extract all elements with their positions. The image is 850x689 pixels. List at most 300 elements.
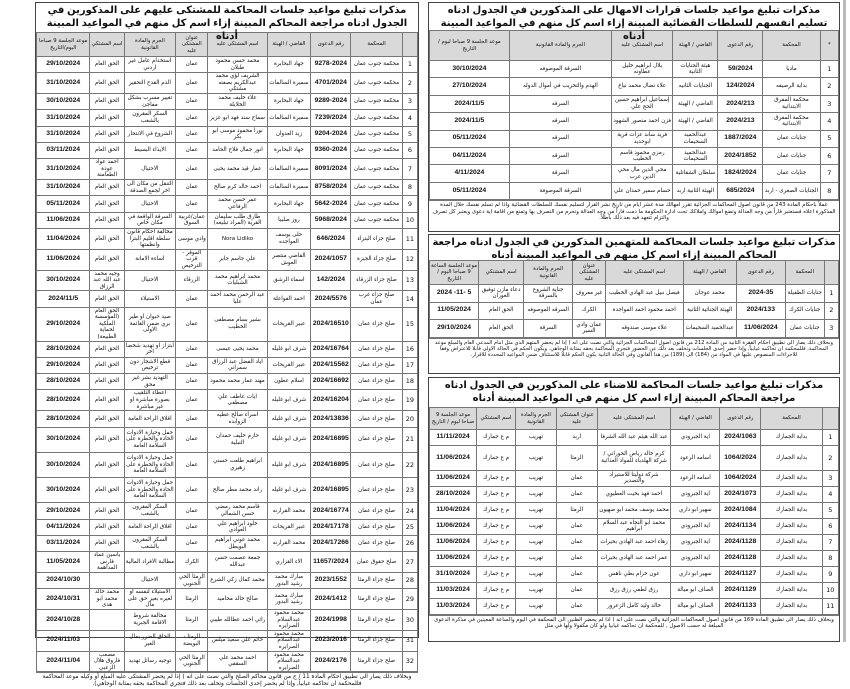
cell-index: 2 xyxy=(822,446,838,471)
table-row xyxy=(430,95,839,112)
cell-complainant: الحق العام xyxy=(90,196,124,212)
table-row xyxy=(430,113,839,130)
cell-defendant: علاء خليف محمد الخلايلة xyxy=(208,94,267,110)
cell-defendant: رزق لطفي رزق رزق xyxy=(597,582,671,598)
cell-defendant: جمعة عصمت حسن عبدالله xyxy=(208,552,267,573)
cell-complainant: الحق العام xyxy=(90,374,124,390)
cell-hearing-date: 11/06/2024 xyxy=(37,249,90,270)
cell-defendant-address: عمان xyxy=(556,598,597,614)
cell-hearing-date: 4/11/2024 xyxy=(430,165,510,182)
cell-court: صلح جزاء الجيزة xyxy=(351,249,402,270)
cell-defendant-address: الكرك xyxy=(573,302,606,320)
cell-court: صلح جزاء الرمثا xyxy=(351,589,402,610)
cell-hearing-date: 29/10/2024 xyxy=(37,503,90,519)
cell-court: الجنايات الصغرى - اربد xyxy=(763,182,820,199)
table-row xyxy=(37,411,418,427)
column-header-complainant: اسم المشتكي xyxy=(90,33,124,57)
cell-case-number: 1064/2024 xyxy=(720,470,761,486)
cell-hearing-date: 30/10/2024 xyxy=(37,427,90,452)
cell-case-number: 8758/2024 xyxy=(311,180,351,196)
cell-court: بداية الجمارك xyxy=(761,502,822,518)
cell-judge: جهاد البحابرة xyxy=(267,196,311,212)
table-row xyxy=(37,374,418,390)
cell-complainant: مصعب فاروق هلال الزعبي xyxy=(90,651,124,672)
column-header-defendant: اسم المشتكى عليه xyxy=(612,31,673,61)
cell-defendant: احمد خالد كرم صالح xyxy=(208,180,267,196)
column-header-complainant: اسم المشتكي xyxy=(477,408,516,430)
cell-index: 28 xyxy=(402,572,417,588)
cell-case-number: 2024/1063 xyxy=(720,430,761,446)
cell-index: 7 xyxy=(820,165,838,182)
cell-index: 20 xyxy=(402,411,417,427)
cell-hearing-date: 29/10/2024 xyxy=(430,320,479,338)
cell-case-number: 2024/16764 xyxy=(311,341,351,357)
cell-defendant: ايات عاطف علي مصطفى xyxy=(208,390,267,411)
cell-hearing-date: 30/10/2024 xyxy=(37,270,90,291)
cell-judge: جهاد البحابرة xyxy=(267,57,311,73)
cell-charge: توجيه رسائل تهديد xyxy=(124,651,175,672)
cell-defendant-address: عمان xyxy=(176,357,208,373)
cell-charge: استخدام عامل غير اردني xyxy=(124,57,175,73)
column-header-defendant: اسم المشتكى عليه xyxy=(208,33,267,57)
cell-defendant: علاء نضال محمد نياغ xyxy=(612,78,673,95)
table-row xyxy=(430,518,839,534)
cell-index: 3 xyxy=(820,95,838,112)
cell-defendant: كرم خالد رياض الحوراني /شركة الهلدباء للمواد الغذائية xyxy=(597,446,671,471)
cell-case-number: 124/2024 xyxy=(718,78,763,95)
cell-hearing-date: 11/06/2024 xyxy=(430,470,477,486)
cell-case-number: 2024/16895 xyxy=(311,452,351,477)
cell-judge: الصاف ابو ميالة xyxy=(671,598,720,614)
cell-judge: اسلام عطون xyxy=(267,374,311,390)
cell-index: 7 xyxy=(822,534,838,550)
cell-case-number: 1887/2024 xyxy=(718,130,763,147)
cell-case-number: 4701/2024 xyxy=(311,73,351,94)
cell-defendant-address: الرمثا xyxy=(556,502,597,518)
cell-charge: الايذاء البسيط xyxy=(124,142,175,158)
cell-charge: السكر المقرون بالشغب xyxy=(124,535,175,551)
table-row xyxy=(37,427,418,452)
cell-court: صلح جزاء الرمثا xyxy=(351,630,402,651)
cell-hearing-date: 03/11/2024 xyxy=(37,535,90,551)
cell-hearing-date: 11/04/2024 xyxy=(430,502,477,518)
cell-defendant-address: عمان xyxy=(176,519,208,535)
column-header-court: المحكمة xyxy=(351,33,402,57)
cell-charge: الاستيلاء xyxy=(124,291,175,307)
cell-case-number: 142/2024 xyxy=(311,270,351,291)
cell-complainant: م ع جمارك xyxy=(477,486,516,502)
column-header-judge: القاضي / الهيئة xyxy=(673,31,718,61)
cell-hearing-date: 31/10/2024 xyxy=(37,126,90,142)
cell-court: صلح جزاء عمان xyxy=(351,503,402,519)
cell-hearing-date: 05/11/2024 xyxy=(430,130,510,147)
page-edge-divider xyxy=(843,0,846,642)
cell-judge: زيد العدوان xyxy=(267,126,311,142)
cell-judge: القاضي منتصر العوش xyxy=(267,249,311,270)
cell-charge: الاحتيال xyxy=(124,196,175,212)
cell-defendant-address: عمان xyxy=(556,486,597,502)
cell-court: بداية الجمارك xyxy=(761,534,822,550)
cell-index: 11 xyxy=(822,598,838,614)
cell-hearing-date: 11/03/2024 xyxy=(430,582,477,598)
cell-court: بداية الجمارك xyxy=(761,430,822,446)
cell-judge: شرف ابو غليله xyxy=(267,427,311,452)
cell-index: 23 xyxy=(402,478,417,503)
cell-charge: مطالبة الافراد المالية xyxy=(124,552,175,573)
cell-judge: مبارك محمد رشيد البدور xyxy=(267,572,311,588)
table-row xyxy=(430,550,839,566)
cell-charge: حمل وحيازة الادوات الحادة والخطرة على السلامة العامة xyxy=(124,478,175,503)
cell-index: 12 xyxy=(402,249,417,270)
cell-court: جنايات الطفيلة xyxy=(785,285,824,303)
cell-defendant-address: الرمثا الحي الجنوبي xyxy=(176,572,208,588)
cell-judge: اية الجبرودي xyxy=(671,486,720,502)
cell-case-number: 2024/1128 xyxy=(720,534,761,550)
cell-case-number: 2023/1552 xyxy=(311,572,351,588)
cell-charge: الاحتيال xyxy=(124,159,175,180)
cell-case-number: 2024/1412 xyxy=(311,589,351,610)
cell-judge: اية الجبرودي xyxy=(671,430,720,446)
cell-hearing-date: 28/10/2024 xyxy=(430,486,477,502)
table-row xyxy=(37,196,418,212)
column-header-index: * xyxy=(820,31,838,61)
cell-complainant: م ع جمارك xyxy=(477,502,516,518)
cell-defendant-address: الرمثا xyxy=(176,589,208,610)
cell-index: 13 xyxy=(402,270,417,291)
cell-hearing-date: 05/11/2024 xyxy=(430,182,510,199)
cell-court: جنايات عمان xyxy=(763,165,820,182)
cell-index: 10 xyxy=(822,582,838,598)
cell-defendant-address: الرمثا xyxy=(556,446,597,471)
cell-hearing-date: 04/11/2024 xyxy=(430,147,510,164)
cell-case-number: 1064/2024 xyxy=(720,446,761,471)
cell-hearing-date: 11/06/2024 xyxy=(430,534,477,550)
cell-defendant-address: عمان xyxy=(176,196,208,212)
cell-index: 25 xyxy=(402,519,417,535)
cell-court: صلح جزاء عمان xyxy=(351,478,402,503)
cell-case-number: 2024/213 xyxy=(718,113,763,130)
cell-complainant: م ع جمارك xyxy=(477,566,516,582)
table-row xyxy=(37,94,418,110)
cell-complainant: الحق العام xyxy=(90,126,124,142)
cell-court: بداية الجمارك xyxy=(761,518,822,534)
cell-index: 8 xyxy=(822,550,838,566)
cell-hearing-date: 11/05/2024 xyxy=(37,552,90,573)
cell-defendant-address: عمان xyxy=(176,180,208,196)
table-row xyxy=(37,572,418,588)
cell-defendant-address: الرمثا الحي الجنوبي xyxy=(176,651,208,672)
cell-judge: محمد محمود عبدالسلام الصرايره xyxy=(267,630,311,651)
cell-defendant-address: عمان xyxy=(556,550,597,566)
column-header-complainant: اسم المشتكي xyxy=(479,261,524,285)
cell-defendant: عمر حسن محمد الرفاعي xyxy=(208,196,267,212)
cell-defendant: محمد يحيى عيسى xyxy=(208,341,267,357)
cell-defendant-address: عمان xyxy=(176,452,208,477)
cell-charge: السكر المقرون بالشغب xyxy=(124,110,175,126)
cell-court: بداية الجمارك xyxy=(761,446,822,471)
cell-index: 4 xyxy=(820,113,838,130)
table-row xyxy=(430,598,839,614)
cell-charge: تهريب xyxy=(515,534,556,550)
column-header-court: المحكمة xyxy=(785,261,824,285)
cell-defendant-address: عمان xyxy=(176,159,208,180)
column-header-charge: الجرم والمادة القانونية xyxy=(124,33,175,57)
cell-complainant: الحق العام xyxy=(90,390,124,411)
cell-defendant: بلال ابراهيم خليل عطاونه xyxy=(612,61,673,78)
column-header-case-number: رقم الدعوى xyxy=(718,31,763,61)
cell-court: محكمة جنوب عمان xyxy=(351,126,402,142)
cell-defendant-address: اربد xyxy=(556,430,597,446)
cell-complainant: الحق العام xyxy=(90,291,124,307)
column-header-hearing-date: موعد الجلسة 9 صباحا ليوم / التاريخ xyxy=(430,408,477,430)
cell-defendant-address: عمان xyxy=(176,535,208,551)
cell-defendant: سماح سند فهد ابو عزيز xyxy=(208,110,267,126)
cell-index: 1 xyxy=(402,57,417,73)
cell-defendant-address: عمان xyxy=(556,470,597,486)
cell-complainant: دعاء مازن توفيق العوران xyxy=(479,285,524,303)
cell-defendant-address: عمان xyxy=(176,503,208,519)
cell-index: 9 xyxy=(402,196,417,212)
cell-charge: السرقة الموصوفة xyxy=(509,182,611,199)
cell-judge: الصاف ابو ميالة xyxy=(671,582,720,598)
cell-index: 8 xyxy=(402,180,417,196)
right-top-title: مذكرات تبليغ مواعيد جلسات قرارات الامهال على المذكورين في الجدول ادناه تسليم انفسهم للسلطات القضائية المبينة إزاء اسم كل منهم في المواعيد المبينة أدناه xyxy=(440,5,828,42)
cell-hearing-date: 2024/10/28 xyxy=(37,610,90,631)
cell-court: بداية الجمارك xyxy=(761,582,822,598)
cell-charge: صيد حيوان او طير بري ضمن القائمة الاولى xyxy=(124,307,175,341)
cell-charge: اقلاق الراحة العامة xyxy=(124,411,175,427)
cell-defendant: الشريف لؤي محمد عبدالكريم بصفته مشتكي xyxy=(208,73,267,94)
cell-case-number: 2024-35 xyxy=(736,285,785,303)
cell-defendant: قاسم محمد رمضي حسن الشمالي xyxy=(208,503,267,519)
cell-court: محكمة جنوب عمان xyxy=(351,94,402,110)
cell-judge: الاء القزاري xyxy=(267,552,311,573)
cell-defendant: فيصل نبيل عبد الهادي الخطيب xyxy=(605,285,683,303)
cell-defendant: بشير بسام مصطفى الخطيب xyxy=(208,307,267,341)
table-row xyxy=(37,589,418,610)
cell-judge: اسامه الرعود xyxy=(671,470,720,486)
cell-hearing-date: 11/06/2024 xyxy=(430,446,477,471)
cell-case-number: 11/06/2024 xyxy=(736,320,785,338)
cell-defendant: مهند عمار محمد محمود xyxy=(208,374,267,390)
column-header-defendant: اسم المشتكى عليه xyxy=(597,408,671,430)
cell-complainant: الحق العام xyxy=(90,519,124,535)
cell-hearing-date: 11/06/2024 xyxy=(430,518,477,534)
cell-defendant: احمد محمد علي السقفي xyxy=(208,651,267,672)
cell-hearing-date: 31/10/2024 xyxy=(430,566,477,582)
cell-charge: السرقة xyxy=(509,165,611,182)
cell-case-number: 2024/1057 xyxy=(311,249,351,270)
cell-case-number: 2024/1998 xyxy=(311,610,351,631)
cell-case-number: 2024/1133 xyxy=(720,598,761,614)
cell-judge: محمد عوجان xyxy=(683,285,736,303)
cell-complainant: محمد خالد محمد ابو هدى xyxy=(90,589,124,610)
table-row xyxy=(430,302,839,320)
cell-index: 9 xyxy=(822,566,838,582)
table-row xyxy=(430,470,839,486)
cell-case-number: 2024/16692 xyxy=(311,374,351,390)
cell-charge: الهدم والتخريب في أموال الدوله xyxy=(509,78,611,95)
cell-defendant-address: عمان xyxy=(176,94,208,110)
cell-judge: عبير القريحات xyxy=(267,307,311,341)
cell-index: 14 xyxy=(402,291,417,307)
cell-defendant: زهاء احمد عبد الهادي بحيرات xyxy=(597,534,671,550)
cell-judge: الهيئة الجنائية الثانية xyxy=(683,302,736,320)
table-row xyxy=(37,73,418,94)
cell-charge: السرقة الواقعة في مكان خاص xyxy=(124,212,175,228)
cell-hearing-date: 2024/11/03 xyxy=(37,630,90,651)
cell-defendant: محي الدين مال محي الدين عرب xyxy=(612,165,673,182)
cell-judge: عبدالحميد السحيمات xyxy=(683,320,736,338)
cell-charge: تهريب xyxy=(515,446,556,471)
table-row xyxy=(37,249,418,270)
cell-defendant: محمد حسن محمود طبلان xyxy=(208,57,267,73)
cell-defendant: خلود ابراهيم علي العوادي xyxy=(208,519,267,535)
cell-charge: الحاق الضرر بمال الغير xyxy=(124,630,175,651)
cell-hearing-date: 28/10/2024 xyxy=(37,374,90,390)
cell-case-number: 2024/16510 xyxy=(311,307,351,341)
cell-complainant: الحق العام (المؤسسة الملكية لحماية الطبيعة) xyxy=(90,307,124,341)
table-row xyxy=(37,503,418,519)
cell-court: بداية الجمارك xyxy=(761,470,822,486)
table-row xyxy=(37,126,418,142)
cell-hearing-date: 11/04/2024 xyxy=(37,228,90,249)
cell-defendant: عمار قيد محمد يحيى xyxy=(208,159,267,180)
cell-court: بداية الجمارك xyxy=(761,566,822,582)
cell-defendant: ابراهيم طلعت حسني زهيري xyxy=(208,452,267,477)
cell-judge: اية الجبرودي xyxy=(671,534,720,550)
cell-defendant: محمد ابو النجاه عبد السلام ابراهيم xyxy=(597,518,671,534)
cell-defendant: محمد عوني ابراهيم البويطل xyxy=(208,535,267,551)
cell-charge: التهديد بشر غير محق xyxy=(124,374,175,390)
table-row xyxy=(37,478,418,503)
cell-hearing-date: 27/10/2024 xyxy=(430,78,510,95)
cell-charge: تهريب xyxy=(515,502,556,518)
cell-defendant: عون خزام بطي ناهس xyxy=(597,566,671,582)
cell-defendant-address: عمان xyxy=(176,73,208,94)
cell-complainant: الحق العام xyxy=(90,478,124,503)
cell-index: 32 xyxy=(402,651,417,672)
cell-defendant-address: عمان xyxy=(556,582,597,598)
cell-court: محكمة جنوب عمان xyxy=(351,142,402,158)
cell-court: صلح جزاء عمان xyxy=(351,341,402,357)
cell-index: 2 xyxy=(402,73,417,94)
cell-defendant-address: عمان xyxy=(176,374,208,390)
table-row xyxy=(430,502,839,518)
cell-defendant-address: عمان xyxy=(176,390,208,411)
table-header-row xyxy=(430,408,839,430)
cell-defendant-address: عمان xyxy=(176,110,208,126)
table-row xyxy=(430,182,839,199)
cell-case-number: 2024/1134 xyxy=(720,518,761,534)
right-top-notice-panel xyxy=(428,2,840,232)
column-header-judge: القاضي / الهيئة xyxy=(267,33,311,57)
table-row xyxy=(37,212,418,228)
cell-judge: شرف ابو غليله xyxy=(267,452,311,477)
cell-charge: الاحتيال xyxy=(124,270,175,291)
cell-hearing-date: 30/10/2024 xyxy=(37,94,90,110)
column-header-judge: القاضي / الهيئة xyxy=(671,408,720,430)
cell-case-number: 9278-2024 xyxy=(311,57,351,73)
table-row xyxy=(37,228,418,249)
right-bottom-notice-panel xyxy=(428,377,840,642)
table-row xyxy=(37,452,418,477)
cell-complainant: الحق العام xyxy=(90,452,124,477)
cell-court: محكمة جنوب عمان xyxy=(351,73,402,94)
cell-judge: محمد محمود عبدالسلام الصرايره xyxy=(267,651,311,672)
cell-defendant: محمد يوسف محمد ابو صهيون xyxy=(597,502,671,518)
cell-charge: الشروع في الانتحار xyxy=(124,126,175,142)
cell-defendant-address: عمان xyxy=(176,57,208,73)
cell-hearing-date: 29/10/2024 xyxy=(37,57,90,73)
cell-defendant-address: عمان xyxy=(176,341,208,357)
cell-judge: القاضي / الهيئة xyxy=(673,95,718,112)
table-row xyxy=(37,341,418,357)
cell-charge: اساءة الامانة xyxy=(124,249,175,270)
cell-complainant: الحق العام xyxy=(90,535,124,551)
cell-court: صلح جزاء الرمثا xyxy=(351,651,402,672)
cell-charge: السرقه الموصوفه xyxy=(524,302,573,320)
cell-complainant: الحق العام xyxy=(90,94,124,110)
cell-defendant-address: الرمثا - البويضة xyxy=(176,630,208,651)
cell-complainant: الحق العام xyxy=(90,357,124,373)
cell-defendant: علي جاسم جابر xyxy=(208,249,267,270)
table-row xyxy=(37,390,418,411)
cell-defendant-address: الزرقاء xyxy=(176,270,208,291)
table-row xyxy=(430,446,839,471)
column-header-defendant-address: عنوان المشتكى عليه xyxy=(556,408,597,430)
cell-complainant: الحق العام xyxy=(90,73,124,94)
cell-defendant-address: عمان/غربية السوق xyxy=(176,212,208,228)
table-row xyxy=(37,180,418,196)
cell-judge: روز صليبا xyxy=(267,212,311,228)
cell-court: صلح جزاء عمان xyxy=(351,374,402,390)
cell-hearing-date: 28/10/2024 xyxy=(37,341,90,357)
cell-case-number: 59/2024 xyxy=(718,61,763,78)
cell-charge: السرقه xyxy=(509,147,611,164)
table-row xyxy=(37,651,418,672)
cell-court: صلح جزاء الرمثا xyxy=(351,610,402,631)
cell-judge: شرف ابو غليله xyxy=(267,478,311,503)
cell-defendant-address: عمان xyxy=(556,566,597,582)
cell-case-number: 2024/213 xyxy=(718,95,763,112)
cell-case-number: 2024/13836 xyxy=(311,411,351,427)
cell-index: 29 xyxy=(402,589,417,610)
cell-charge: السرقة الموصوفه xyxy=(509,61,611,78)
cell-hearing-date: 11/06/2024 xyxy=(430,550,477,566)
left-notice-title: مذكرات تبليغ مواعيد جلسات المحاكمة للمشتكى عليهم على المذكورين في الجدول ادناه مراجعة المحاكم المبينة إزاء اسم كل منهم في المواعيد المبينة أدناه xyxy=(46,5,408,42)
cell-charge: السكر المقرون بالشغب xyxy=(124,503,175,519)
cell-judge: جهاد البحابرة xyxy=(267,142,311,158)
cell-judge: احمد الفواعلة xyxy=(267,291,311,307)
table-row xyxy=(430,130,839,147)
column-header-hearing-date: موعد الجلسة 9 صباحا ليوم / التاريخ xyxy=(430,31,510,61)
cell-hearing-date: 05/11/2024 xyxy=(37,196,90,212)
cell-judge: سميرة السالمات xyxy=(267,159,311,180)
cell-case-number: 2024/1852 xyxy=(718,147,763,164)
column-header-court: المحكمة xyxy=(763,31,820,61)
cell-defendant-address: عمان xyxy=(176,478,208,503)
cell-defendant: إسماعيل ابراهيم حسين الحج علي xyxy=(612,95,673,112)
cell-index: 8 xyxy=(820,182,838,199)
cell-court: صلح جزاء الزرقاء xyxy=(351,270,402,291)
cell-hearing-date: 30/10/2024 xyxy=(37,478,90,503)
cell-index: 5 xyxy=(820,130,838,147)
cell-charge: تهريب xyxy=(515,470,556,486)
table-row xyxy=(430,61,839,78)
cell-defendant: نورا محمود موسى ابو بكر xyxy=(208,126,267,142)
cell-charge: الاحتيال xyxy=(124,572,175,588)
